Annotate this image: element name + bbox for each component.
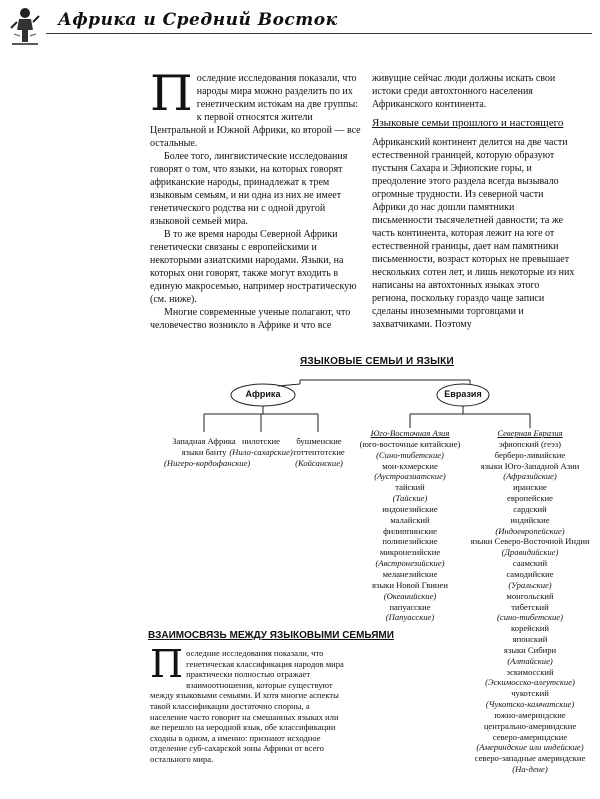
list-item: (Чукотско-камчатские) xyxy=(485,699,575,710)
list-item: (Уральские) xyxy=(508,579,552,590)
list-item: берберо-ливийские xyxy=(494,449,566,460)
page-title: Африка и Средний Восток xyxy=(58,10,338,30)
southeast-asia-heading: Юго-Восточная Азия xyxy=(370,428,450,438)
paragraph-3: В то же время народы Северной Африки генетически связаны с европейскими и некоторыми азиатскими народами. Языки, на которых они говорят, также могут входить в единую макросемью, например ностратическую (см. ниже). xyxy=(150,229,357,305)
list-item: европейские xyxy=(507,493,553,504)
africa-west-group: Западная Африка языки банту (Нигеро-кордофанские) xyxy=(164,436,251,468)
list-item: (Аустроазиатские) xyxy=(374,471,446,482)
list-item: (сино-тибетские) xyxy=(497,612,563,623)
list-item: северо-америндские xyxy=(492,731,568,742)
list-item: (Австронезийские) xyxy=(375,558,445,569)
list-item: эскимосский xyxy=(506,666,554,677)
africa-nilotic-group: нилотские (Нило-сахарские) xyxy=(229,436,293,457)
list-item: южно-америндские xyxy=(494,709,566,720)
north-eurasia-group xyxy=(468,428,592,775)
list-item: (Тайские) xyxy=(392,493,428,504)
list-item: папуасские xyxy=(389,601,431,612)
list-item: иранские xyxy=(513,482,547,493)
list-item: (Америндские или индейские) xyxy=(476,742,584,753)
list-item: корейский xyxy=(511,623,549,634)
list-item: центрально-америндские xyxy=(483,720,577,731)
list-item: самодийские xyxy=(506,568,554,579)
list-item: индийские xyxy=(510,514,550,525)
box-heading: ВЗАИМОСВЯЗЬ МЕЖДУ ЯЗЫКОВЫМИ СЕМЬЯМИ xyxy=(148,630,394,641)
southeast-asia-group xyxy=(356,428,464,623)
list-item: микронезийские xyxy=(379,547,441,558)
list-item: (Океанийские) xyxy=(383,590,437,601)
list-item: (Алтайские) xyxy=(507,655,553,666)
list-item: мон-кхмерские xyxy=(382,460,438,471)
paragraph-1: Последние исследования показали, что народы мира можно разделить по их генетическим истокам на две группы: к первой относятся жители Центральной и Южной Африки, ко второй — все остальные. xyxy=(150,65,361,149)
list-item: языки Юго-Западной Азии xyxy=(480,460,580,471)
list-item: тибетский xyxy=(511,601,549,612)
list-item: сардский xyxy=(513,503,547,514)
list-item: языки Сибири xyxy=(503,644,557,655)
list-item: (Эскимосско-алеутские) xyxy=(485,677,575,688)
list-item: (Индоевропейские) xyxy=(495,525,565,536)
list-item: языки Северо-Восточной Индии xyxy=(470,536,590,547)
list-item: (На-дене) xyxy=(512,764,548,775)
list-item: саамский xyxy=(512,558,548,569)
list-item: филиппинские xyxy=(383,525,437,536)
drop-cap: П xyxy=(150,65,193,122)
africa-label: Африка xyxy=(245,389,281,399)
list-item: полинезийские xyxy=(382,536,438,547)
north-eurasia-heading: Северная Евразия xyxy=(497,428,563,438)
list-item: языки Новой Гвинеи xyxy=(372,579,448,590)
list-item: малайский xyxy=(390,514,430,525)
drop-cap: П xyxy=(150,642,184,686)
eurasia-label: Евразия xyxy=(444,389,482,399)
africa-bushmen-group: бушменские готтентотские (Койсанские) xyxy=(293,436,345,468)
section-heading: Языковые семьи прошлого и настоящего xyxy=(372,117,564,129)
list-item: эфиопский (геэз) xyxy=(498,438,562,449)
list-item: (Сино-тибетские) xyxy=(376,449,444,460)
list-item: монгольский xyxy=(506,590,554,601)
paragraph-2: Более того, лингвистические исследования говорят о том, что языки, на которых говорят африканские народы, принадлежат к трем языковым семьям, и ни одна из них не имеет генетического родства ни с одной другой языковой семьей мира. xyxy=(150,151,348,227)
list-item: меланезийские xyxy=(382,568,438,579)
list-item: (юго-восточные китайские) xyxy=(359,438,461,449)
list-item: чукотский xyxy=(511,688,549,699)
list-item: (Дравидийские) xyxy=(501,547,559,558)
list-item: индонезийские xyxy=(382,503,438,514)
paragraph-4: Многие современные ученые полагают, что человечество возникло в Африке и что все xyxy=(150,307,351,331)
list-item: северо-западные америндские xyxy=(474,753,586,764)
paragraph-continued: живущие сейчас люди должны искать свои истоки среди автохтонного населения Африканского континента. xyxy=(372,73,556,110)
list-item: (Папуасские) xyxy=(385,612,435,623)
box-body: Последние исследования показали, что генетическая классификация народов мира практически полностью отражает взаимоотношения, которые существуют между языковыми семьями. И хотя многие аспекты такой классификации достаточно спорны, а население часто говорит на смешанных языках или же перешло на неродной язык, обе классификации сходны в одном, а именно: признают исходное отделение суб-сахарской зоны Африки от всего остального мира. xyxy=(150,642,344,764)
list-item: тайский xyxy=(395,482,425,493)
list-item: (Афразийские) xyxy=(503,471,557,482)
diagram-title: ЯЗЫКОВЫЕ СЕМЬИ И ЯЗЫКИ xyxy=(300,356,454,367)
list-item: японский xyxy=(512,634,548,645)
paragraph-borders: Африканский континент делится на две части естественной границей, которую образуют пустыня Сахара и Эфиопские горы, и преодоление этого раздела всегда вызывало огромные трудности. Из северной части Африки до нас дошли памятники письменности тысячелетней давности; та же часть континента, которая лежит на юге от естественной границы, дает нам памятники письменности, возраст которых не превышает нескольких сотен лет, и лишь некоторые из них написаны на автохтонных языках этого региона, поскольку гораздо чаще записи сделаны иноземными торговцами и захватчиками. Поэтому xyxy=(372,137,575,330)
